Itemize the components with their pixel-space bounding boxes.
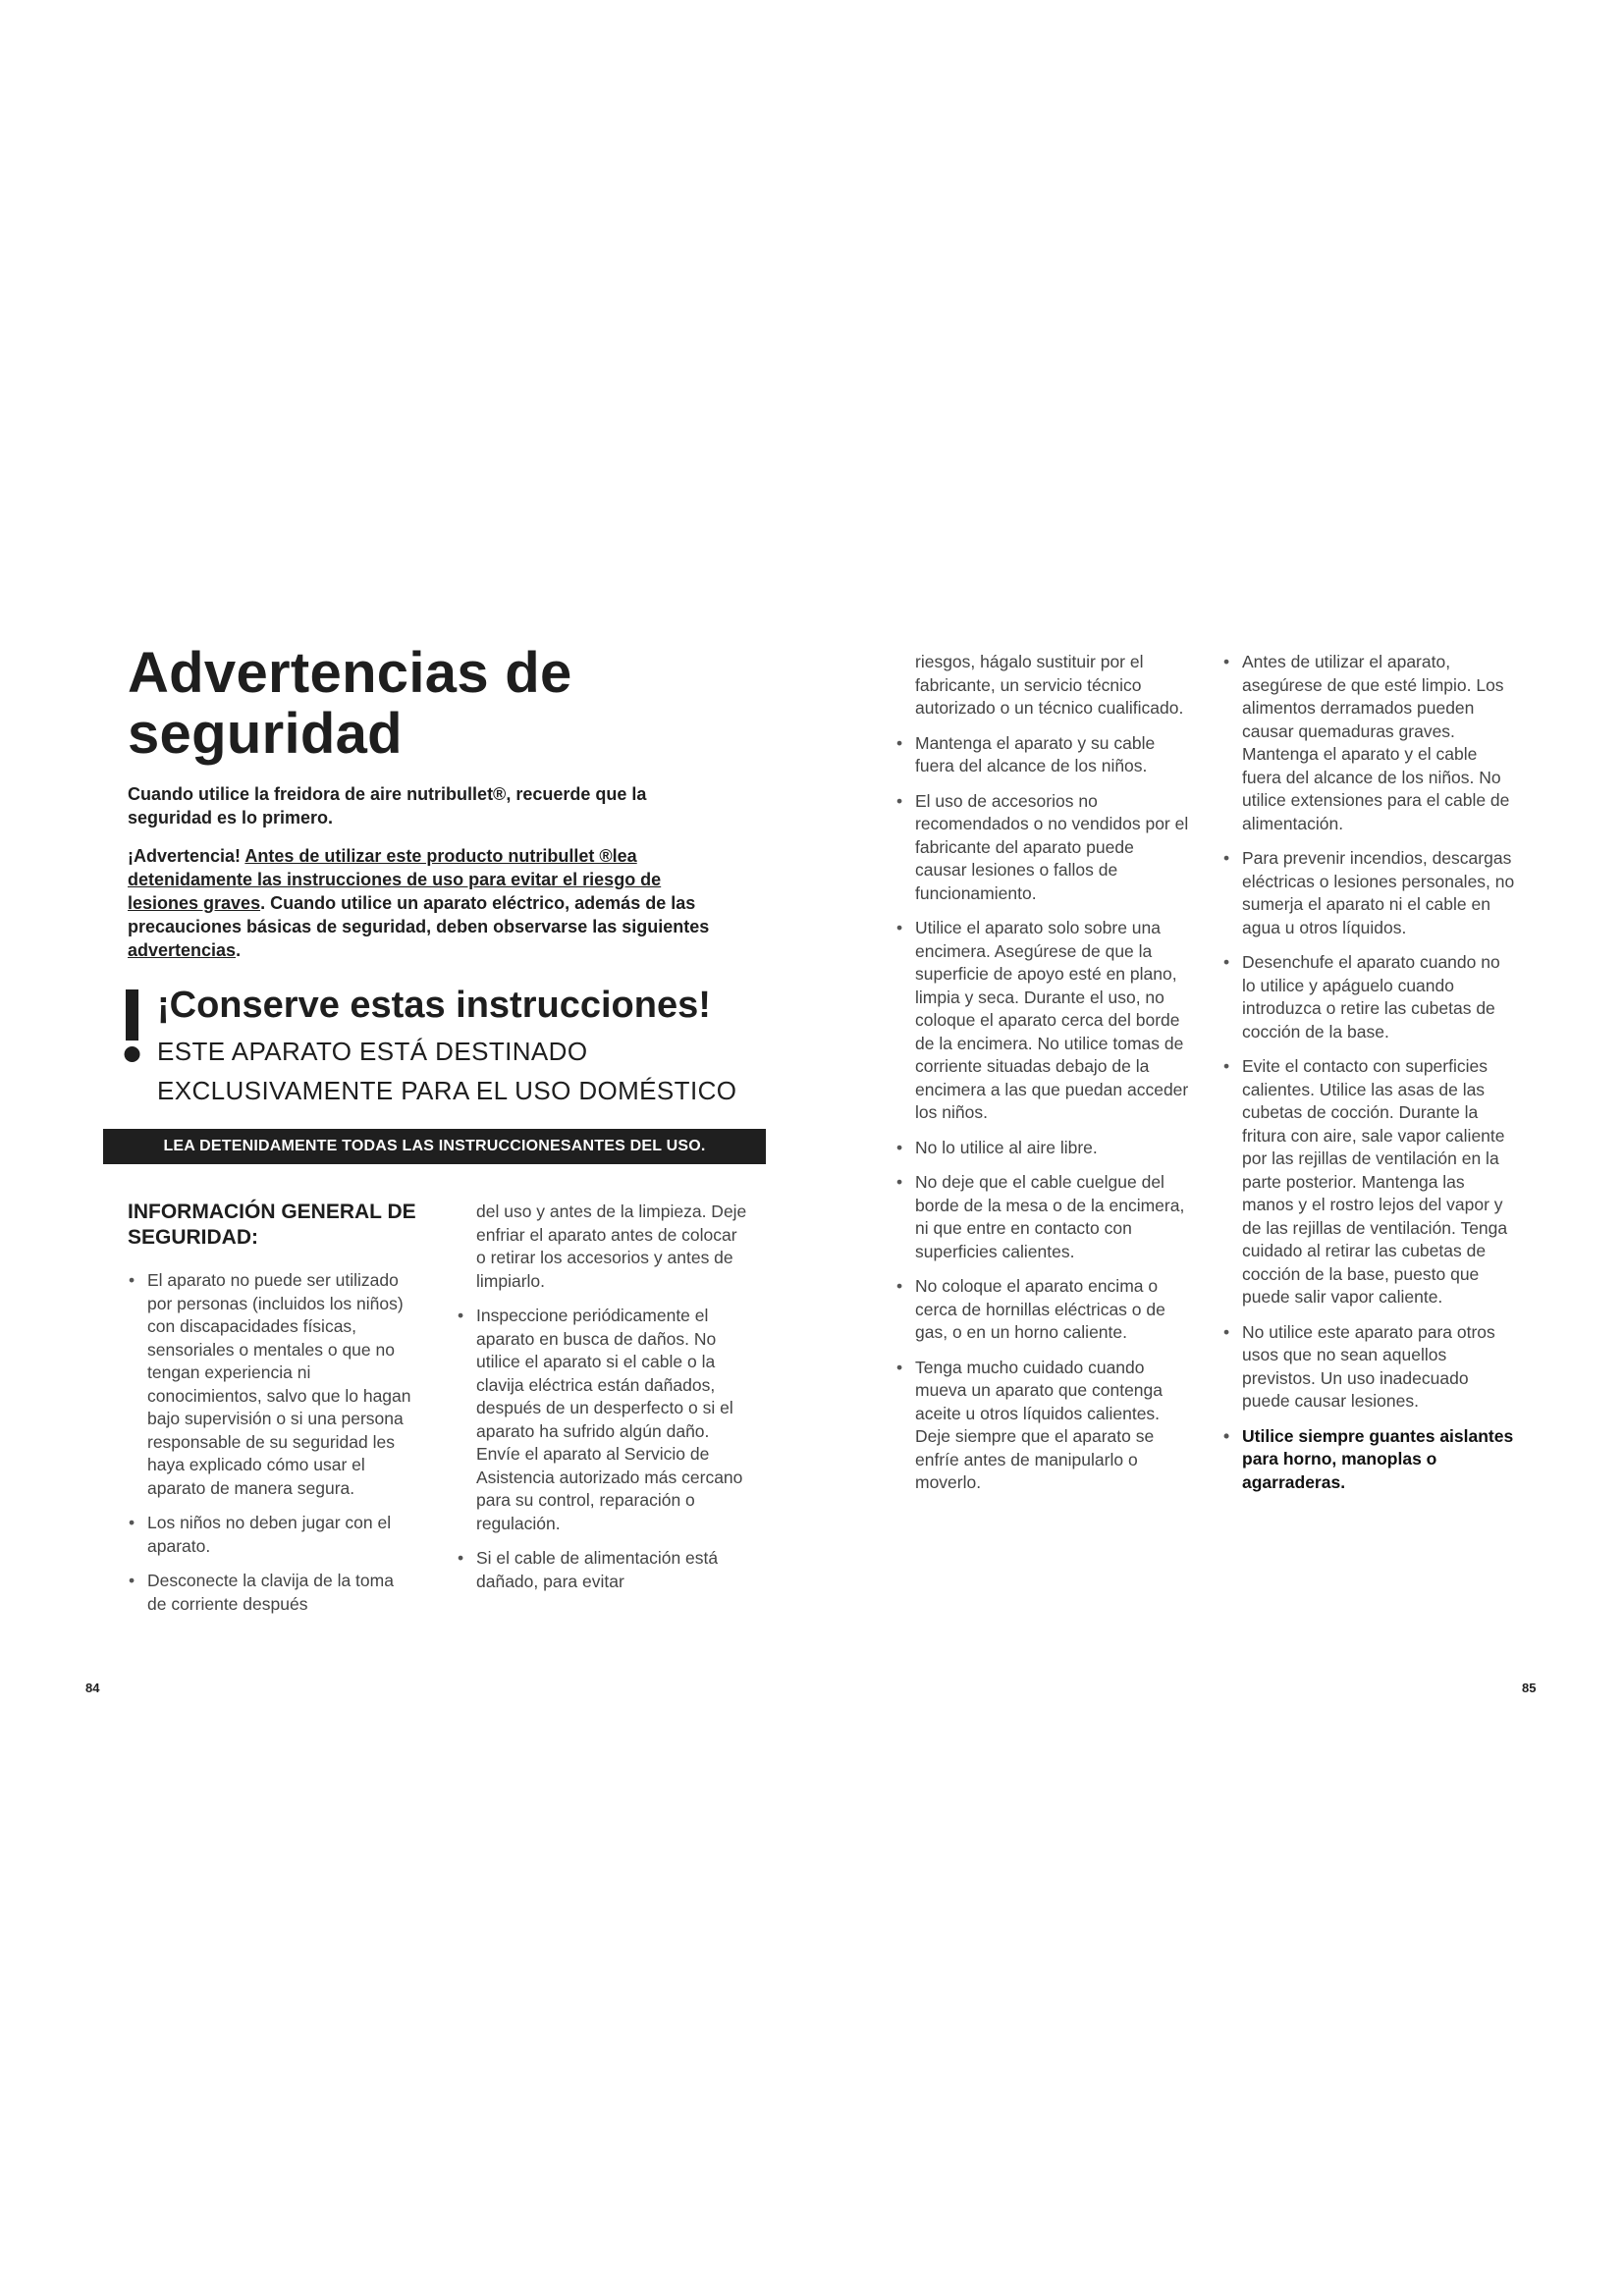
list-item — [895, 917, 1190, 1125]
list-item — [128, 1512, 417, 1558]
domestic-use-notice — [157, 1032, 736, 1110]
list-item-text: Antes de utilizar el aparato, asegúrese de que esté limpio. Los alimentos derramados pueden causar quemaduras graves. Mantenga el aparato y el cable fuera del alcance de los niños. No utilice extensiones para el cable de alimentación. — [1242, 652, 1510, 833]
list-item — [895, 1275, 1190, 1345]
bullet-list-col4 — [1222, 651, 1517, 1494]
warning-middle: . Cuando utilice un aparato eléctrico, además de las precauciones básicas de seguridad, deben observarse las siguientes — [128, 893, 710, 936]
list-item — [128, 1570, 417, 1616]
list-item — [895, 1171, 1190, 1263]
page-number-right: 85 — [1522, 1681, 1537, 1695]
list-item-text: Inspeccione periódicamente el aparato en busca de daños. No utilice el aparato si el cable o la clavija eléctrica están dañados, después de un desperfecto o si el aparato ha sufrido algún daño. Envíe el aparato al Servicio de Asistencia autorizado más cercano para su control, reparación o regulación. — [476, 1306, 743, 1533]
list-item — [1222, 847, 1517, 939]
list-item-text: Para prevenir incendios, descargas eléctricas o lesiones personales, no sumerja el aparato ni el cable en agua u otros líquidos. — [1242, 848, 1515, 937]
warning-underlined-instructions: Antes de utilizar este producto nutribullet ®lea detenidamente las instrucciones de uso para evitar el riesgo de lesiones graves — [128, 846, 662, 913]
list-item — [1222, 1321, 1517, 1414]
domestic-line-1: ESTE APARATO ESTÁ DESTINADO — [157, 1037, 588, 1066]
list-item-text: Los niños no deben jugar con el aparato. — [147, 1513, 392, 1556]
list-item-text: Utilice siempre guantes aislantes para horno, manoplas o agarraderas. — [1242, 1425, 1514, 1492]
continued-text: riesgos, hágalo sustituir por el fabricante, un servicio técnico autorizado o un técnico cualificado. — [915, 652, 1184, 718]
list-item-text: Si el cable de alimentación está dañado, para evitar — [476, 1548, 719, 1591]
list-item-text: No coloque el aparato encima o cerca de hornillas eléctricas o de gas, o en un horno caliente. — [915, 1276, 1165, 1342]
page-title: Advertencias de seguridad — [128, 641, 572, 766]
bullet-icon: • — [129, 1513, 135, 1532]
exclamation-icon — [120, 982, 145, 1070]
column-3 — [895, 651, 1190, 1507]
bullet-icon: • — [896, 918, 903, 937]
list-item-text: Desconecte la clavija de la toma de corriente después — [147, 1571, 394, 1614]
list-item — [1222, 951, 1517, 1043]
column-2 — [457, 1201, 751, 1605]
bullet-list-col2 — [457, 1305, 751, 1593]
bullet-icon: • — [896, 790, 903, 811]
list-item-bold — [1222, 1425, 1517, 1495]
bullet-icon: • — [896, 1357, 903, 1377]
bullet-icon: • — [896, 732, 903, 753]
bullet-icon: • — [896, 1276, 903, 1296]
bullet-icon: • — [896, 1137, 903, 1157]
warning-lead: ¡Advertencia! — [128, 846, 245, 866]
continued-text: del uso y antes de la limpieza. Deje enfriar el aparato antes de colocar o retirar los accesorios y antes de limpiarlo. — [476, 1201, 747, 1291]
bullet-icon: • — [1223, 1321, 1230, 1342]
warning-underlined-advertencias: advertencias — [128, 940, 237, 960]
list-item-text: El aparato no puede ser utilizado por personas (incluidos los niños) con discapacidades físicas, sensoriales o mentales o que no tengan experiencia ni conocimientos, salvo que lo hagan bajo supervisión o si una persona responsable de su seguridad les haya explicado cómo usar el aparato de manera segura. — [147, 1270, 411, 1498]
bullet-icon: • — [1223, 1056, 1230, 1076]
list-item — [1222, 651, 1517, 835]
bullet-icon: • — [458, 1306, 464, 1325]
intro-text: Cuando utilice la freidora de aire nutribullet®, recuerde que la seguridad es lo primero. — [128, 784, 647, 828]
list-item-text: Evite el contacto con superficies calientes. Utilice las asas de las cubetas de cocción. Durante la fritura con aire, sale vapor caliente por las rejillas de ventilación en la parte posterior. Mantenga las manos y el rostro lejos del vapor y de las rejillas de ventilación. Tenga cuidado al retirar las cubetas de cocción de la base, puesto que puede salir vapor caliente. — [1242, 1056, 1508, 1307]
conserve-heading: ¡Conserve estas instrucciones! — [157, 985, 711, 1026]
list-item — [457, 1305, 751, 1535]
bullet-icon: • — [1223, 848, 1230, 868]
list-item-text: El uso de accesorios no recomendados o no vendidos por el fabricante del aparato puede causar lesiones o fallos de funcionamiento. — [915, 790, 1189, 903]
list-item-text: Utilice el aparato solo sobre una encimera. Asegúrese de que la superficie de apoyo esté en plano, limpia y seca. Durante el uso, no coloque el aparato cerca del borde de la encimera. No utilice tomas de corriente situadas debajo de la encimera a las que puedan acceder los niños. — [915, 918, 1189, 1122]
bullet-icon: • — [129, 1571, 135, 1590]
list-item — [895, 790, 1190, 906]
bullet-icon: • — [458, 1548, 464, 1568]
list-item-text: No utilice este aparato para otros usos que no sean aquellos previstos. Un uso inadecuado puede causar lesiones. — [1242, 1321, 1495, 1411]
list-item-text: Mantenga el aparato y su cable fuera del alcance de los niños. — [915, 732, 1156, 775]
read-instructions-banner: LEA DETENIDAMENTE TODAS LAS INSTRUCCIONESANTES DEL USO. — [103, 1129, 766, 1164]
bullet-icon: • — [1223, 652, 1230, 671]
warning-end: . — [236, 940, 242, 960]
warning-paragraph — [128, 844, 717, 962]
list-item — [457, 1547, 751, 1593]
section-heading: INFORMACIÓN GENERAL DE SEGURIDAD: — [128, 1201, 416, 1249]
bullet-icon: • — [1223, 1425, 1230, 1446]
bullet-icon: • — [896, 1172, 903, 1192]
list-item — [1222, 1055, 1517, 1309]
page-number-left: 84 — [85, 1681, 100, 1695]
list-item — [895, 1137, 1190, 1160]
bullet-icon: • — [129, 1270, 135, 1290]
column-4 — [1222, 651, 1517, 1506]
list-item — [128, 1269, 417, 1500]
list-item-text: Tenga mucho cuidado cuando mueva un aparato que contenga aceite u otros líquidos calientes. Deje siempre que el aparato se enfríe antes de manipularlo o moverlo. — [915, 1357, 1163, 1492]
list-item-text: No lo utilice al aire libre. — [915, 1137, 1098, 1157]
list-item — [895, 732, 1190, 778]
list-item — [895, 1357, 1190, 1495]
bullet-icon: • — [1223, 952, 1230, 972]
column-1 — [128, 1269, 417, 1628]
domestic-line-2: EXCLUSIVAMENTE PARA EL USO DOMÉSTICO — [157, 1076, 737, 1105]
bullet-list-col1 — [128, 1269, 417, 1616]
list-item-text: Desenchufe el aparato cuando no lo utilice y apáguelo cuando introduzca o retire las cubetas de cocción de la base. — [1242, 952, 1500, 1041]
bullet-list-col3 — [895, 732, 1190, 1495]
list-item-text: No deje que el cable cuelgue del borde de la mesa o de la encimera, ni que entre en contacto con superficies calientes. — [915, 1172, 1185, 1261]
